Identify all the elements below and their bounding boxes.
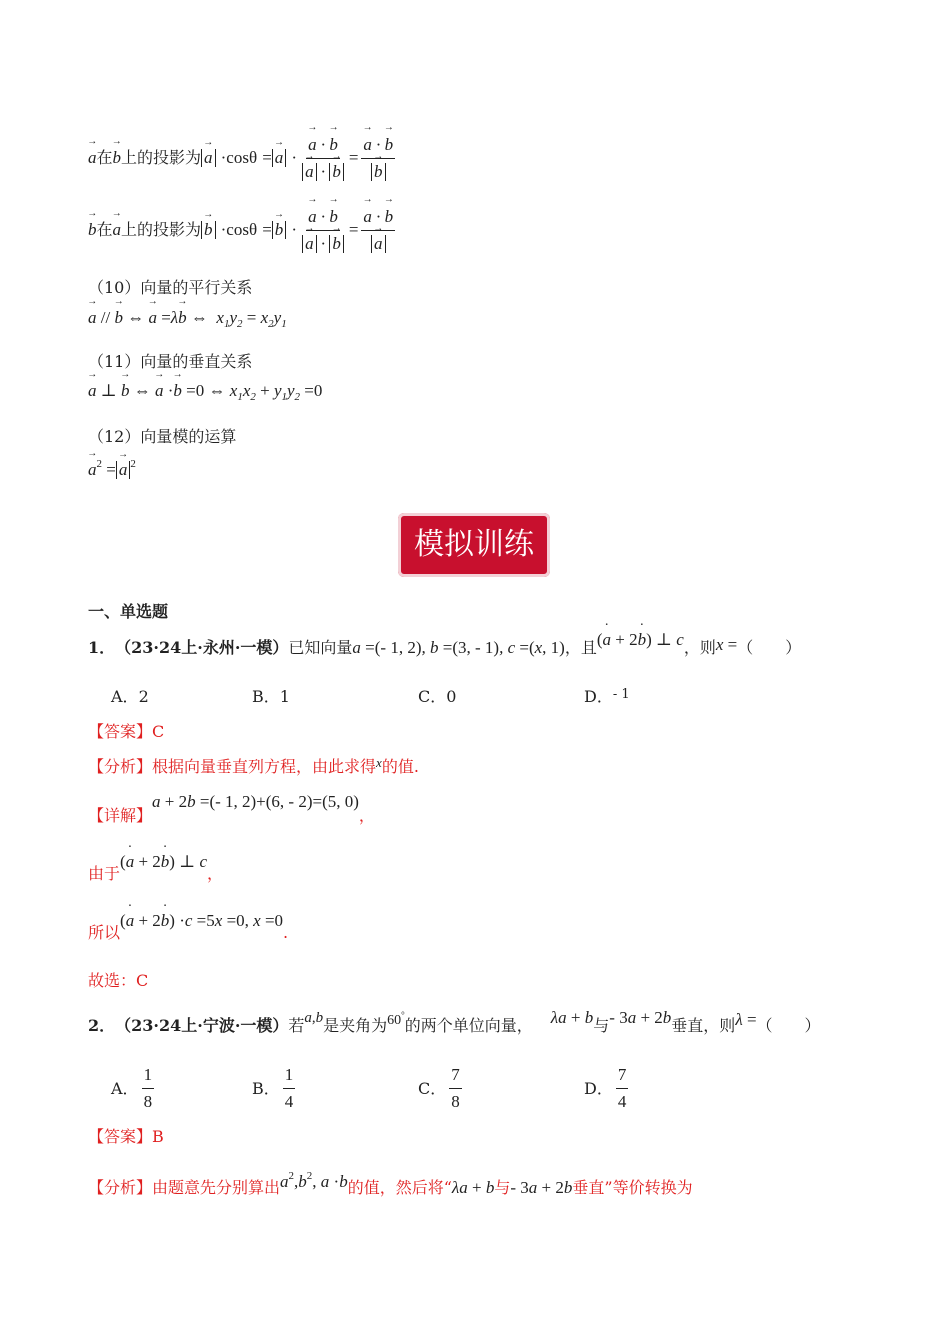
banner-title: 模拟训练 bbox=[414, 527, 534, 562]
question-1-source: （23·24上·永州·一模） bbox=[115, 638, 289, 657]
question-1-since: 由于 (· a + 2· b) ⊥ c ， bbox=[88, 848, 223, 884]
modulus-formula: → $a^2 =\to a$ $^2$ bbox=[88, 458, 136, 480]
text-zai-2: 在 bbox=[96, 220, 113, 239]
question-1-option-b[interactable]: B．1 bbox=[252, 687, 290, 706]
text-projection-is-2: 上的投影为 bbox=[121, 220, 202, 239]
question-1-text-c: ，则 bbox=[683, 638, 716, 657]
question-1-option-a[interactable]: A．2 bbox=[111, 687, 149, 706]
cos-theta: cosθ bbox=[226, 148, 258, 167]
question-2-option-b[interactable]: B． $\frac{1}{4}$ bbox=[252, 1065, 294, 1111]
question-1-number: 1． bbox=[88, 638, 116, 657]
question-1-option-d[interactable]: D．$^{- 1}$ bbox=[584, 687, 630, 706]
section-12-heading: （12）向量模的运算 bbox=[88, 427, 237, 446]
question-2-analysis: 【分析】 由题意先分别算出 $a^2,b^2$, a ·b 的值，然后将“ λa + b 与 - 3a + 2b 垂直”等价转换为 bbox=[88, 1170, 693, 1197]
projection-b-on-a: → b 在 → a 上的投影为 → b · cosθ = → b · → a · → b → a · → b = → a · → b → a bbox=[88, 198, 398, 262]
section-11-heading: （11）向量的垂直关系 bbox=[88, 352, 253, 371]
section-banner bbox=[398, 513, 550, 577]
question-2-option-d[interactable]: D． $\frac{7}{4}$ bbox=[584, 1065, 627, 1111]
parallel-formula: → a // → b ⇔ → a =λ→ b ⇔ $x_1y_2 = x_2y_1$ bbox=[88, 308, 287, 330]
question-1-stem: 1． （23·24上·永州·一模） 已知向量 a =(- 1, 2), b =(3, - 1), c =(x, 1) ，且 (· a + 2· b) ⊥ c ，则 x = （ ） bbox=[88, 630, 801, 666]
question-1-analysis: 【分析】根据向量垂直列方程，由此求得$^x$的值. bbox=[88, 755, 419, 776]
projection-a-on-b: → a 在 → b 上的投影为 → a · cosθ = → a · → a · → b → a · → b = → a · → b → b bbox=[88, 126, 398, 190]
question-2-source: （23·24上·宁波·一模） bbox=[115, 1016, 289, 1035]
question-2-option-c[interactable]: C． $\frac{7}{8}$ bbox=[418, 1065, 460, 1111]
question-2-answer: 【答案】B bbox=[88, 1127, 164, 1146]
text-zai: 在 bbox=[96, 148, 113, 167]
question-1-choice: 故选：C bbox=[88, 971, 149, 990]
question-1-paren: （ ） bbox=[737, 638, 802, 657]
section-10-heading: （10）向量的平行关系 bbox=[88, 278, 253, 297]
question-1-text-a: 已知向量 bbox=[288, 638, 353, 657]
cos-theta-2: cosθ bbox=[226, 220, 258, 239]
question-2-option-a[interactable]: A． $\frac{1}{8}$ bbox=[111, 1065, 153, 1111]
text-projection-is: 上的投影为 bbox=[121, 148, 202, 167]
question-1-option-c[interactable]: C．0 bbox=[418, 687, 457, 706]
part-heading: 一、单选题 bbox=[88, 602, 169, 621]
question-2-number: 2． bbox=[88, 1016, 116, 1035]
question-1-so: 所以 (· a + 2· b) ·c =5x =0, x =0 . bbox=[88, 907, 288, 943]
question-2-stem: 2． （23·24上·宁波·一模） 若 a,b 是夹角为 60° 的两个单位向量， λa + b 与 - 3a + 2b 垂直，则 λ = （ ） bbox=[88, 1008, 821, 1035]
perpendicular-formula: → a ⊥ → b ⇔ → a ·→ b =0 ⇔ $x_1x_2 + y_1y_2 =0$ bbox=[88, 381, 322, 403]
question-1-answer: 【答案】C bbox=[88, 722, 165, 741]
question-1-detail: 【详解】 a + 2b =(- 1, 2)+(6, - 2)=(5, 0) ， bbox=[88, 792, 375, 825]
question-1-text-b: ，且 bbox=[564, 638, 597, 657]
